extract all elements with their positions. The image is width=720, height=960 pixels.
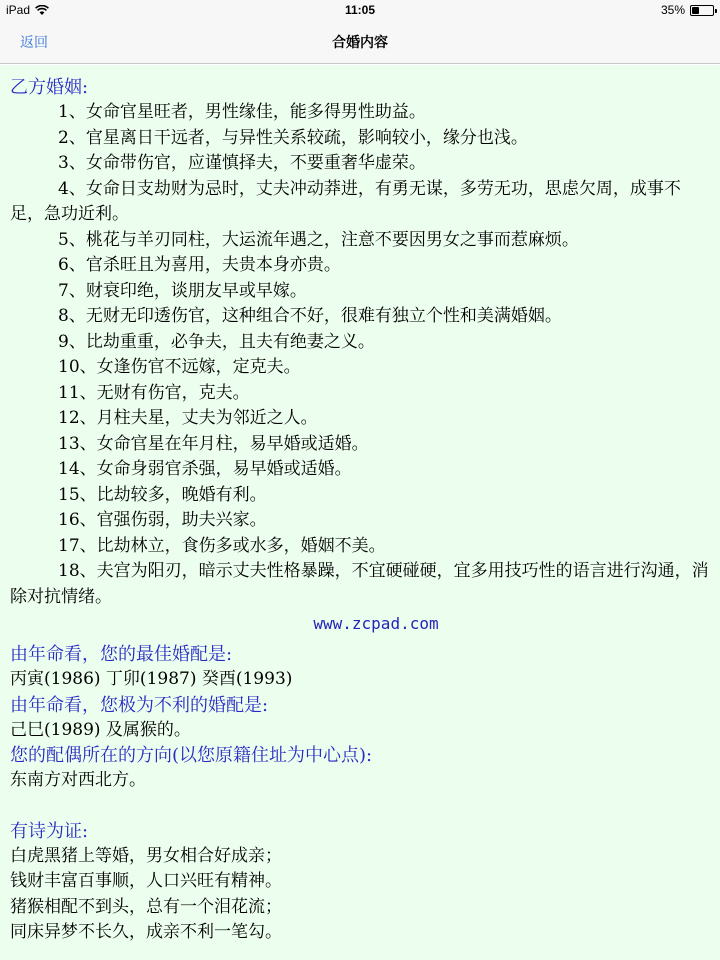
poem-line: 钱财丰富百事顺，人口兴旺有精神。 (10, 871, 282, 891)
list-item: 15、比劫较多，晚婚有利。 (58, 484, 267, 505)
spouse-direction-value: 东南方对西北方。 (10, 770, 146, 790)
list-item: 4、女命日支劫财为忌时，丈夫冲动莽进，有勇无谋，多劳无功，思虑欠周，成事不足，急功近利。 (10, 178, 681, 224)
list-item: 14、女命身弱官杀强，易早婚或适婚。 (58, 459, 352, 479)
content-panel (0, 65, 720, 960)
list-item: 16、官强伤弱，助夫兴家。 (58, 510, 267, 530)
list-item: 6、官杀旺且为喜用，夫贵本身亦贵。 (58, 255, 341, 275)
list-item: 8、无财无印透伤官，这种组合不好，很难有独立个性和美满婚姻。 (58, 306, 562, 326)
poem-line: 同床异梦不长久，成亲不利一笔勾。 (10, 922, 282, 942)
poem-heading: 有诗为证: (10, 820, 89, 842)
list-item: 17、比劫林立，食伤多或水多，婚姻不美。 (58, 535, 386, 556)
list-item: 12、月柱夫星，丈夫为邻近之人。 (58, 408, 318, 428)
list-item: 1、女命官星旺者，男性缘佳，能多得男性助益。 (58, 102, 426, 122)
battery-level (692, 7, 699, 14)
status-bar (0, 0, 720, 20)
navigation-bar (0, 20, 720, 64)
list-item: 9、比劫重重，必争夫，且夫有绝妻之义。 (58, 331, 375, 352)
list-item: 10、女逢伤官不远嫁，定克夫。 (58, 357, 301, 377)
list-item: 2、官星离日干远者，与异性关系较疏，影响较小，缘分也浅。 (58, 127, 528, 148)
clock: 11:05 (344, 3, 376, 17)
poem (10, 844, 712, 946)
list-item: 18、夫宫为阳刃，暗示丈夫性格暴躁，不宜硬碰硬，宜多用技巧性的语言进行沟通，消除对抗情绪。 (10, 561, 709, 607)
worst-match-heading: 由年命看，您极为不利的婚配是: (10, 694, 269, 716)
device-label: iPad (6, 3, 31, 17)
worst-match-value: 己巳(1989) 及属猴的。 (10, 719, 191, 740)
list-item: 3、女命带伤官，应谨慎择夫，不要重奢华虚荣。 (58, 153, 426, 173)
list-item: 5、桃花与羊刃同柱，大运流年遇之，注意不要因男女之事而惹麻烦。 (58, 229, 579, 250)
best-match-value: 丙寅(1986) 丁卯(1987) 癸酉(1993) (10, 669, 293, 689)
section-spacer (10, 794, 712, 819)
status-right (661, 3, 714, 17)
list-item: 11、无财有伤官，克夫。 (58, 382, 250, 403)
page-title: 合婚内容 (332, 34, 388, 50)
battery-icon (690, 5, 714, 16)
list-item: 7、财衰印绝，谈朋友早或早嫁。 (58, 280, 307, 301)
battery-percent: 35% (660, 3, 685, 17)
poem-line: 白虎黑猪上等婚，男女相合好成亲； (10, 845, 282, 866)
back-button[interactable]: 返回 (20, 34, 48, 50)
website-watermark: www.zcpad.com (313, 614, 439, 633)
poem-line: 猪猴相配不到头，总有一个泪花流； (10, 896, 282, 917)
list-item: 13、女命官星在年月柱，易早婚或适婚。 (58, 433, 369, 454)
best-match-heading: 由年命看，您的最佳婚配是: (10, 644, 233, 665)
marriage-item-list (10, 100, 712, 610)
wife-marriage-heading: 乙方婚姻: (10, 77, 89, 98)
spouse-direction-heading: 您的配偶所在的方向(以您原籍住址为中心点): (10, 745, 373, 766)
